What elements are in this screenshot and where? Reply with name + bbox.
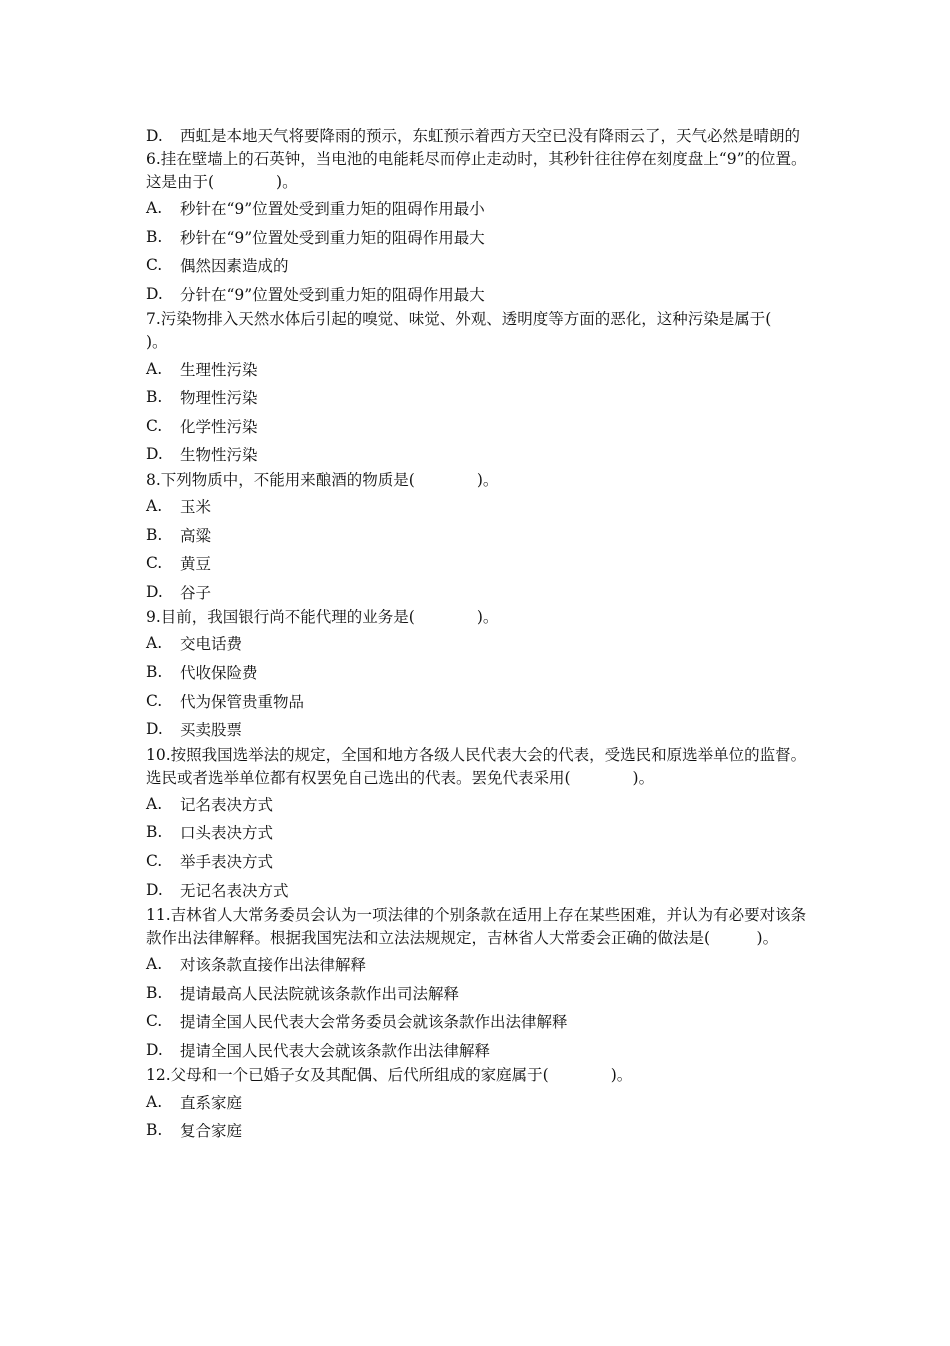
option-letter: A.	[146, 497, 163, 516]
option-text: 提请全国人民代表大会就该条款作出法律解释	[180, 1041, 491, 1060]
option-letter: C.	[146, 554, 163, 573]
question-stem: 6.挂在壁墙上的石英钟，当电池的电能耗尽而停止走动时，其秒针往往停在刻度盘上“9”的位置。这是由于( )。	[146, 150, 807, 191]
option-letter: B.	[146, 823, 163, 842]
option-letter: C.	[146, 256, 163, 275]
option-d	[146, 440, 810, 469]
option-text: 对该条款直接作出法律解释	[180, 956, 367, 975]
option-b	[146, 658, 810, 687]
option-letter: D.	[146, 880, 163, 899]
option-letter: B.	[146, 525, 163, 544]
question-stem: 11.吉林省人大常务委员会认为一项法律的个别条款在适用上存在某些困难，并认为有必要对该条款作出法律解释。根据我国宪法和立法法规规定，吉林省人大常委会正确的做法是( )。	[146, 905, 807, 947]
option-letter: B.	[146, 663, 163, 682]
option-letter: D.	[146, 445, 163, 464]
option-text: 买卖股票	[180, 721, 243, 740]
option-letter: B.	[146, 227, 163, 246]
question-7	[146, 308, 818, 468]
option-text: 偶然因素造成的	[180, 257, 289, 276]
option-a	[146, 950, 810, 979]
question-stem: 7.污染物排入天然水体后引起的嗅觉、味觉、外观、透明度等方面的恶化，这种污染是属于( )。	[146, 310, 818, 352]
option-text: 无记名表决方式	[180, 881, 289, 900]
question-stem: 10.按照我国选举法的规定，全国和地方各级人民代表大会的代表，受选民和原选举单位的监督。选民或者选举单位都有权罢免自己选出的代表。罢免代表采用( )。	[146, 745, 807, 787]
option-d	[146, 578, 810, 607]
option-d	[146, 715, 810, 744]
option-letter: C.	[146, 416, 163, 435]
option-text: 化学性污染	[180, 417, 258, 436]
option-letter: A.	[146, 794, 163, 813]
option-c	[146, 686, 810, 715]
option-a	[146, 492, 810, 521]
option-c	[146, 549, 810, 578]
option-letter: A.	[146, 199, 163, 218]
option-letter: C.	[146, 851, 163, 870]
option-text: 复合家庭	[180, 1122, 243, 1141]
question-stem: 8.下列物质中，不能用来酿酒的物质是( )。	[146, 470, 499, 489]
question-8	[146, 469, 810, 606]
option-letter: B.	[146, 1121, 163, 1140]
option-letter: D.	[146, 285, 163, 304]
option-a	[146, 354, 810, 383]
option-text: 口头表决方式	[180, 824, 274, 843]
option-text: 代为保管贵重物品	[180, 692, 305, 711]
option-b	[146, 818, 810, 847]
option-c	[146, 412, 810, 441]
option-letter: D.	[146, 720, 163, 739]
question-stem: 12.父母和一个已婚子女及其配偶、后代所组成的家庭属于( )。	[146, 1066, 633, 1085]
option-letter: A.	[146, 955, 163, 974]
question-9	[146, 606, 810, 743]
document-page	[146, 125, 818, 1144]
option-d	[146, 1036, 810, 1065]
option-text: 直系家庭	[180, 1093, 243, 1112]
option-text: 物理性污染	[180, 389, 258, 408]
option-b	[146, 978, 810, 1007]
option-text: 秒针在“9”位置处受到重力矩的阻碍作用最大	[180, 228, 485, 247]
option-d	[146, 280, 810, 309]
option-a	[146, 1087, 810, 1116]
option-d-continued	[146, 125, 810, 148]
option-text: 高粱	[180, 526, 212, 545]
option-letter: B.	[146, 388, 163, 407]
option-text: 生物性污染	[180, 446, 258, 465]
option-text: 西虹是本地天气将要降雨的预示，东虹预示着西方天空已没有降雨云了，天气必然是晴朗的	[180, 127, 801, 145]
question-10	[146, 744, 810, 904]
option-c	[146, 1007, 810, 1036]
option-letter: B.	[146, 983, 163, 1002]
option-letter: A.	[146, 1092, 163, 1111]
option-letter: C.	[146, 1012, 163, 1031]
option-text: 黄豆	[180, 555, 212, 574]
option-letter: D.	[146, 1040, 163, 1059]
option-a	[146, 790, 810, 819]
option-text: 记名表决方式	[180, 795, 274, 814]
option-letter: A.	[146, 634, 163, 653]
option-letter: A.	[146, 359, 163, 378]
option-text: 举手表决方式	[180, 852, 274, 871]
option-a	[146, 194, 810, 223]
option-text: 玉米	[180, 498, 212, 517]
option-b	[146, 383, 810, 412]
option-b	[146, 520, 810, 549]
question-11	[146, 904, 810, 1064]
option-letter: D.	[146, 582, 163, 601]
option-c	[146, 251, 810, 280]
option-letter: D.	[146, 127, 163, 145]
option-a	[146, 629, 810, 658]
option-text: 代收保险费	[180, 664, 258, 683]
option-letter: C.	[146, 691, 163, 710]
question-stem: 9.目前，我国银行尚不能代理的业务是( )。	[146, 608, 499, 627]
question-12	[146, 1064, 810, 1144]
option-b	[146, 1116, 810, 1145]
option-b	[146, 223, 810, 252]
question-6	[146, 148, 810, 308]
option-text: 分针在“9”位置处受到重力矩的阻碍作用最大	[180, 286, 485, 305]
option-text: 提请全国人民代表大会常务委员会就该条款作出法律解释	[180, 1013, 568, 1032]
option-text: 谷子	[180, 583, 212, 602]
option-d	[146, 875, 810, 904]
option-text: 生理性污染	[180, 360, 258, 379]
option-c	[146, 847, 810, 876]
option-text: 交电话费	[180, 635, 243, 654]
option-text: 提请最高人民法院就该条款作出司法解释	[180, 984, 460, 1003]
option-text: 秒针在“9”位置处受到重力矩的阻碍作用最小	[180, 200, 485, 219]
